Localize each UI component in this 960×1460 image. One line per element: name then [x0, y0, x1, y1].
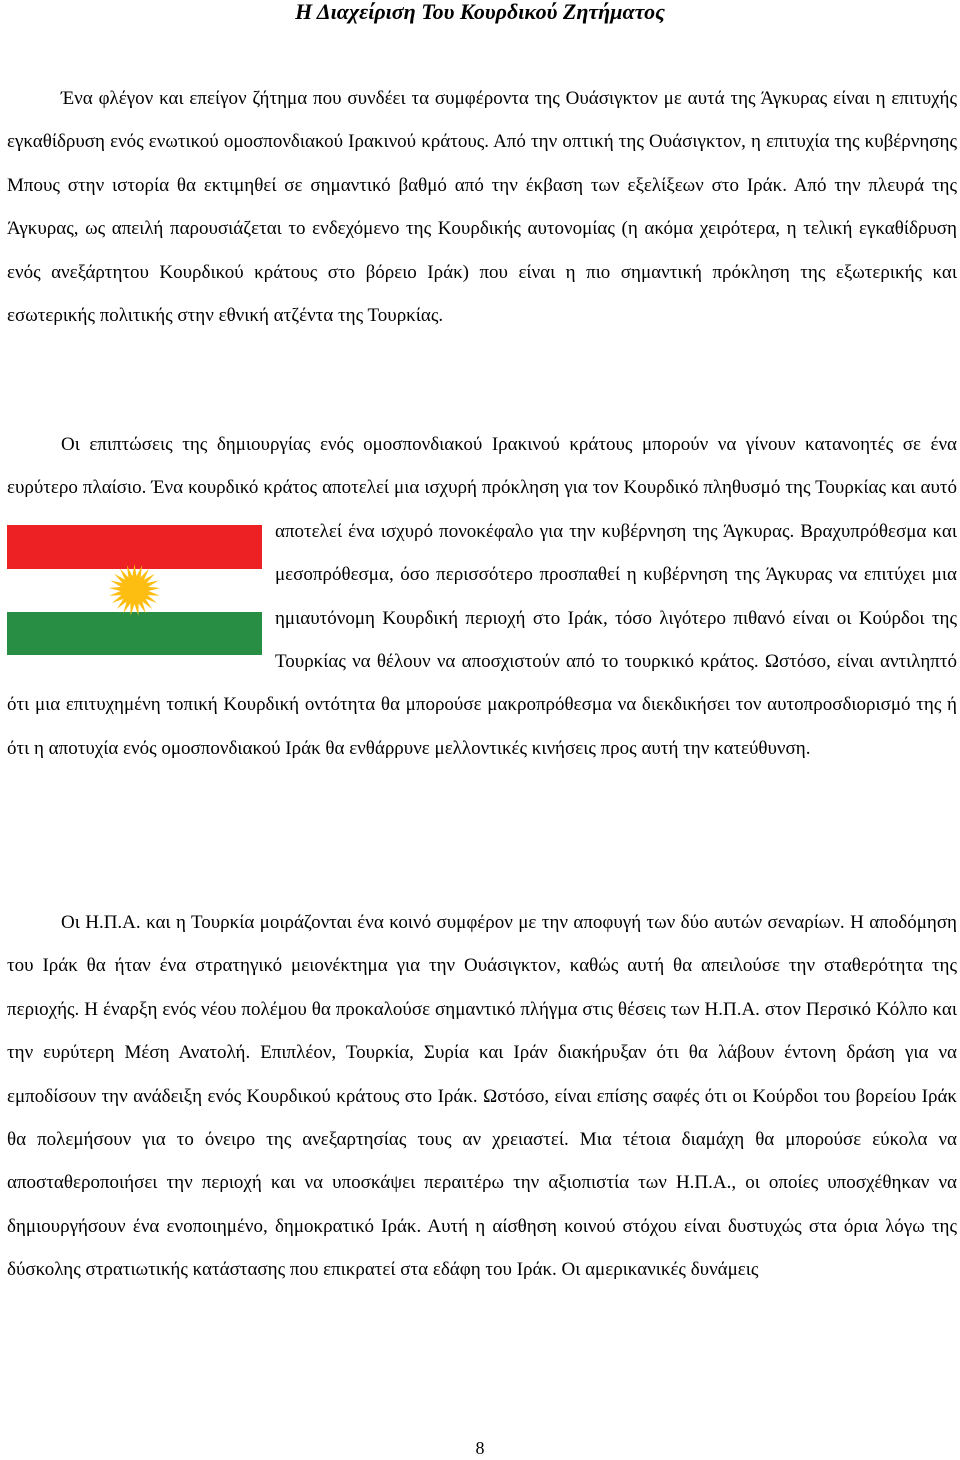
kurdistan-flag-image — [7, 525, 262, 655]
paragraph-2-lead: Οι επιπτώσεις της δημιουργίας ενός ομοσπονδιακού Ιρακινού κράτους μπορούν να γίνουν κατανοητές σε ένα ευρύτερο πλαίσιο. Ένα κουρδικό κράτος αποτελεί μια ισχυρή πρόκληση για τον Κουρδικό πληθυσμό της Τουρκίας και αυτό αποτελεί ένα ισχυρό πονοκέφαλο για την κυβέρνηση — [7, 434, 957, 542]
paragraph-1: Ένα φλέγον και επείγον ζήτημα που συνδέει τα συμφέροντα της Ουάσιγκτον με αυτά της Άγκυρας είναι η επιτυχής εγκαθίδρυση ενός ενωτικού ομοσπονδιακού Ιρακινού κράτους. Από την οπτική της Ουάσιγκτον, η επιτυχία της κυβέρνησης Μπους στην ιστορία θα εκτιμηθεί σε σημαντικό βαθμό από την έκβαση των εξελίξεων στο Ιράκ. Από την πλευρά της Άγκυρας, ως απειλή παρουσιάζεται το ενδεχόμενο της Κουρδικής αυτονομίας (η ακόμα χειρότερα, η τελική εγκαθίδρυση ενός ανεξάρτητου Κουρδικού κράτους στο βόρειο Ιράκ) που είναι η πιο σημαντική πρόκληση της εξωτερικής και εσωτερικής πολιτικής στην εθνική ατζέντα της Τουρκίας. — [7, 88, 957, 327]
flag-red-stripe — [7, 525, 262, 569]
kurdistan-flag-svg — [7, 525, 262, 655]
paragraph-2-with-flag — [7, 423, 957, 770]
flag-green-stripe — [7, 612, 262, 655]
paragraph-3: Οι Η.Π.Α. και η Τουρκία μοιράζονται ένα κοινό συμφέρον με την αποφυγή των δύο αυτών σεναρίων. Η αποδόμηση του Ιράκ θα ήταν ένα στρατηγικό μειονέκτημα για την Ουάσιγκτον, καθώς αυτή θα απειλούσε την σταθερότητα της περιοχής. Η έναρξη ενός νέου πολέμου θα προκαλούσε σημαντικό πλήγμα στις θέσεις των Η.Π.Α. στον Περσικό Κόλπο και την ευρύτερη Μέση Ανατολή. Επιπλέον, Τουρκία, Συρία και Ιράν διακήρυξαν ότι θα λάβουν έντονη δράση για να εμποδίσουν την ανάδειξη ενός Κουρδικού κράτους στο Ιράκ. Ωστόσο, είναι επίσης σαφές ότι οι Κούρδοι του βορείου Ιράκ θα πολεμήσουν για το όνειρο της ανεξαρτησίας τους αν χρειαστεί. Μια τέτοια διαμάχη θα μπορούσε εύκολα να αποσταθεροποιήσει την περιοχή και να υποσκάψει περαιτέρω την αξιοπιστία των Η.Π.Α., οι οποίες υποσχέθηκαν να δημιουργήσουν ένα ενοποιημένο, δημοκρατικό Ιράκ. Αυτή η αίσθηση κοινού στόχου είναι δυστυχώς στα όρια λόγω της δύσκολης στρατιωτικής κατάστασης που επικρατεί στα εδάφη του Ιράκ. Οι αμερικανικές δυνάμεις — [7, 912, 957, 1281]
page-title: Η Διαχείριση Του Κουρδικού Ζητήματος — [295, 0, 665, 24]
flag-sun-disc — [122, 577, 148, 603]
page-number: 8 — [475, 1438, 485, 1458]
paragraph-2-wrapped: της Άγκυρας. Βραχυπρόθεσμα και μεσοπρόθεσμα, όσο περισσότερο προσπαθεί η κυβέρνηση της Άγκυρας να επιτύχει μια ημιαυτόνομη Κουρδική περιοχή στο Ιράκ, τόσο λιγότερο πιθανό είναι οι Κούρδοι της Τουρκίας να θέλουν να αποσχιστούν από το τουρκικό κράτος. Ωστόσο, είναι αντιληπτό ότι μια επιτυχημένη τοπική Κουρδική οντότητα θα μπορούσε μακροπρόθεσμα να διεκδικήσει τον αυτοπροσδιορισμό της ή ότι η αποτυχία ενός ομοσπονδιακού Ιράκ θα ενθάρρυνε μελλοντικές κινήσεις προς αυτή την κατεύθυνση. — [7, 520, 957, 759]
